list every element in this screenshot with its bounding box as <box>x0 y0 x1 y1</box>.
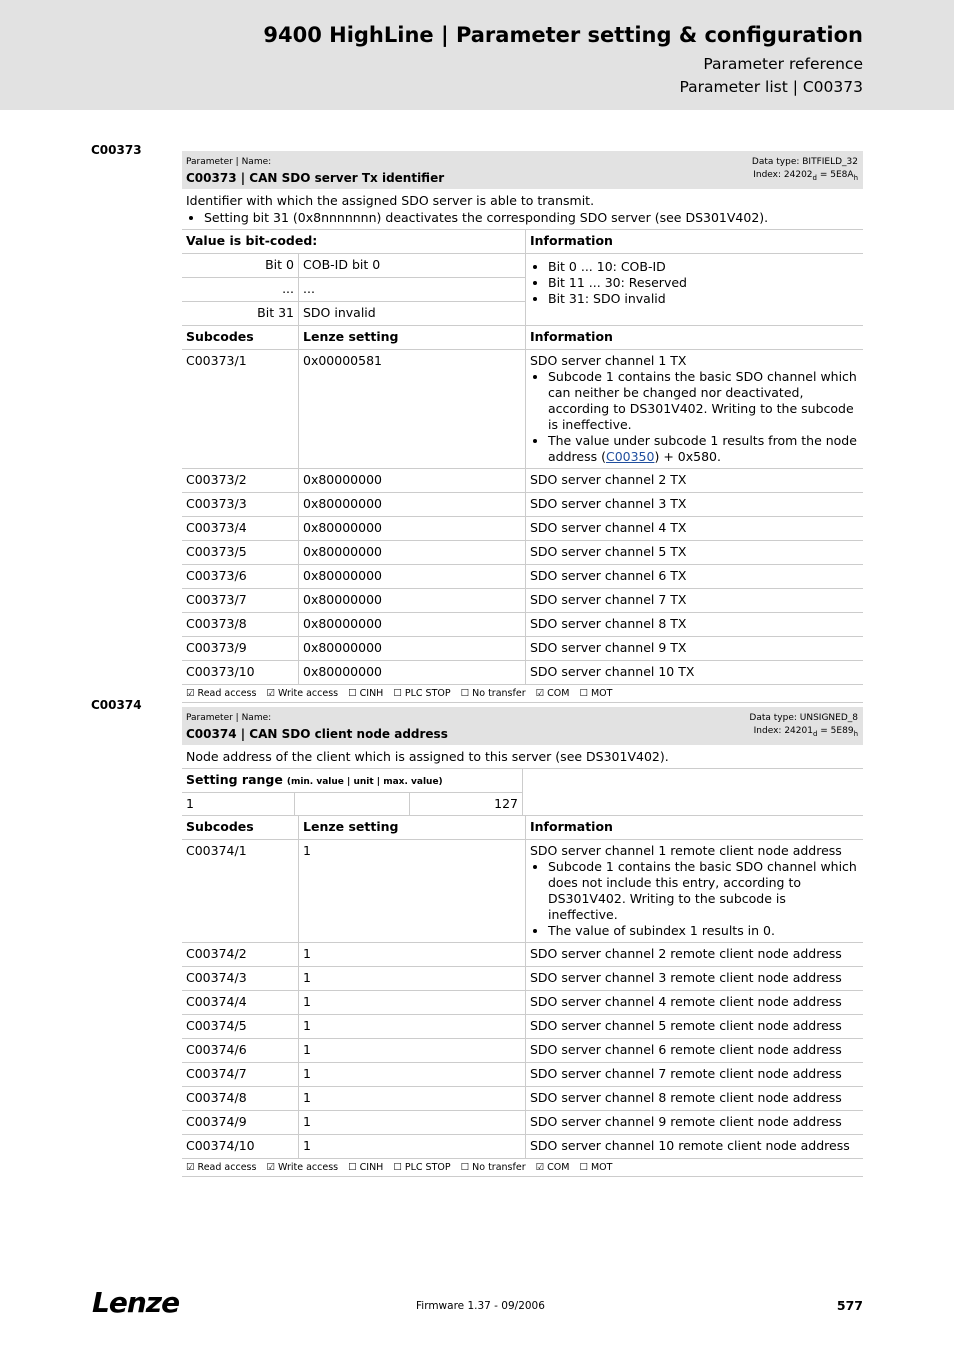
range-min: 1 <box>182 793 295 815</box>
document-title: 9400 HighLine | Parameter setting & configuration <box>263 23 863 47</box>
access-flags: ☑ Read access ☑ Write access ☐ CINH ☐ PLC STOP ☐ No transfer ☑ COM ☐ MOT <box>182 1159 863 1177</box>
parameter-index: Index: $24202_d = 5E8A_h$ <box>753 170 858 182</box>
table-row: Bit 31 SDO invalid <box>182 302 525 325</box>
table-row: C00373/1 0x00000581 SDO server channel 1 TX • Subcode 1 contains the basic SDO channel which can neither be changed nor deactivated, according to DS301V402. Writing to the subcode is ineffective. • The value under subcode 1 results from the node address (C00350) + 0x580. <box>182 350 863 469</box>
table-row: C00374/9 1 SDO server channel 9 remote client node address <box>182 1111 863 1135</box>
table-row: C00374/2 1 SDO server channel 2 remote client node address <box>182 943 863 967</box>
table-row: C00373/7 0x80000000 SDO server channel 7 TX <box>182 589 863 613</box>
firmware-version: Firmware 1.37 - 09/2006 <box>416 1300 545 1312</box>
table-row: C00374/10 1 SDO server channel 10 remote client node address <box>182 1135 863 1159</box>
table-header-row: Subcodes Lenze setting Information <box>182 326 863 350</box>
setting-range-table: Setting range (min. value | unit | max. value) 1 127 <box>182 769 863 816</box>
parameter-description: Identifier with which the assigned SDO server is able to transmit. • Setting bit 31 (0x8nnnnnnn) deactivates the corresponding SDO server (see DS301V402). <box>182 189 863 230</box>
table-row: C00374/7 1 SDO server channel 7 remote client node address <box>182 1063 863 1087</box>
table-row: C00373/3 0x80000000 SDO server channel 3 TX <box>182 493 863 517</box>
table-row: C00374/1 1 SDO server channel 1 remote client node address • Subcode 1 contains the basic SDO channel which does not include this entry, according to DS301V402. Writing to the subcode is ineffective. • The value of subindex 1 results in 0. <box>182 840 863 943</box>
table-row: Bit 0 COB-ID bit 0 <box>182 254 525 278</box>
parameter-table-c00373 <box>182 151 863 703</box>
parameter-index: Index: $24201_d = 5E89_h$ <box>753 726 858 738</box>
table-row: C00373/4 0x80000000 SDO server channel 4 TX <box>182 517 863 541</box>
table-header-row: Value is bit-coded: Information <box>182 230 863 254</box>
parameter-header <box>182 151 863 189</box>
table-row: C00373/2 0x80000000 SDO server channel 2 TX <box>182 469 863 493</box>
range-max: 127 <box>494 796 518 811</box>
parameter-name: C00374 | CAN SDO client node address <box>186 727 448 741</box>
table-row: C00373/8 0x80000000 SDO server channel 8 TX <box>182 613 863 637</box>
link-c00350[interactable]: C00350 <box>605 449 655 464</box>
parameter-label: Parameter | Name: <box>186 157 272 167</box>
range-unit <box>295 793 410 815</box>
section-title: Parameter reference <box>703 55 863 73</box>
data-type: Data type: BITFIELD_32 <box>751 157 858 167</box>
description-bullet: • Setting bit 31 (0x8nnnnnnn) deactivates the corresponding SDO server (see DS301V402). <box>204 209 859 226</box>
page-number: 577 <box>836 1298 863 1313</box>
parameter-table-c00374 <box>182 707 863 1177</box>
parameter-code-heading: C00373 <box>91 143 142 157</box>
table-row: C00374/3 1 SDO server channel 3 remote client node address <box>182 967 863 991</box>
bit-information: • Bit 0 ... 10: COB-ID • Bit 11 ... 30: Reserved • Bit 31: SDO invalid <box>526 254 863 325</box>
data-type: Data type: UNSIGNED_8 <box>749 713 858 723</box>
parameter-header <box>182 707 863 745</box>
table-row: C00374/4 1 SDO server channel 4 remote client node address <box>182 991 863 1015</box>
parameter-name: C00373 | CAN SDO server Tx identifier <box>186 171 445 185</box>
parameter-code-heading: C00374 <box>91 698 142 712</box>
lenze-logo: Lenze <box>92 1286 180 1319</box>
table-row: C00373/5 0x80000000 SDO server channel 5 TX <box>182 541 863 565</box>
table-row: ... ... <box>182 278 525 302</box>
table-row: C00374/8 1 SDO server channel 8 remote client node address <box>182 1087 863 1111</box>
table-row: C00374/5 1 SDO server channel 5 remote client node address <box>182 1015 863 1039</box>
access-flags: ☑ Read access ☑ Write access ☐ CINH ☐ PLC STOP ☐ No transfer ☑ COM ☐ MOT <box>182 685 863 703</box>
parameter-label: Parameter | Name: <box>186 713 272 723</box>
subsection-title: Parameter list | C00373 <box>679 78 863 96</box>
table-row: C00373/6 0x80000000 SDO server channel 6 TX <box>182 565 863 589</box>
page-header <box>0 0 954 110</box>
table-row: C00373/10 0x80000000 SDO server channel 10 TX <box>182 661 863 685</box>
parameter-description: Node address of the client which is assigned to this server (see DS301V402). <box>182 745 863 769</box>
table-row: C00374/6 1 SDO server channel 6 remote client node address <box>182 1039 863 1063</box>
bit-table <box>182 254 863 326</box>
table-header-row: Subcodes Lenze setting Information <box>182 816 863 840</box>
table-row: C00373/9 0x80000000 SDO server channel 9 TX <box>182 637 863 661</box>
